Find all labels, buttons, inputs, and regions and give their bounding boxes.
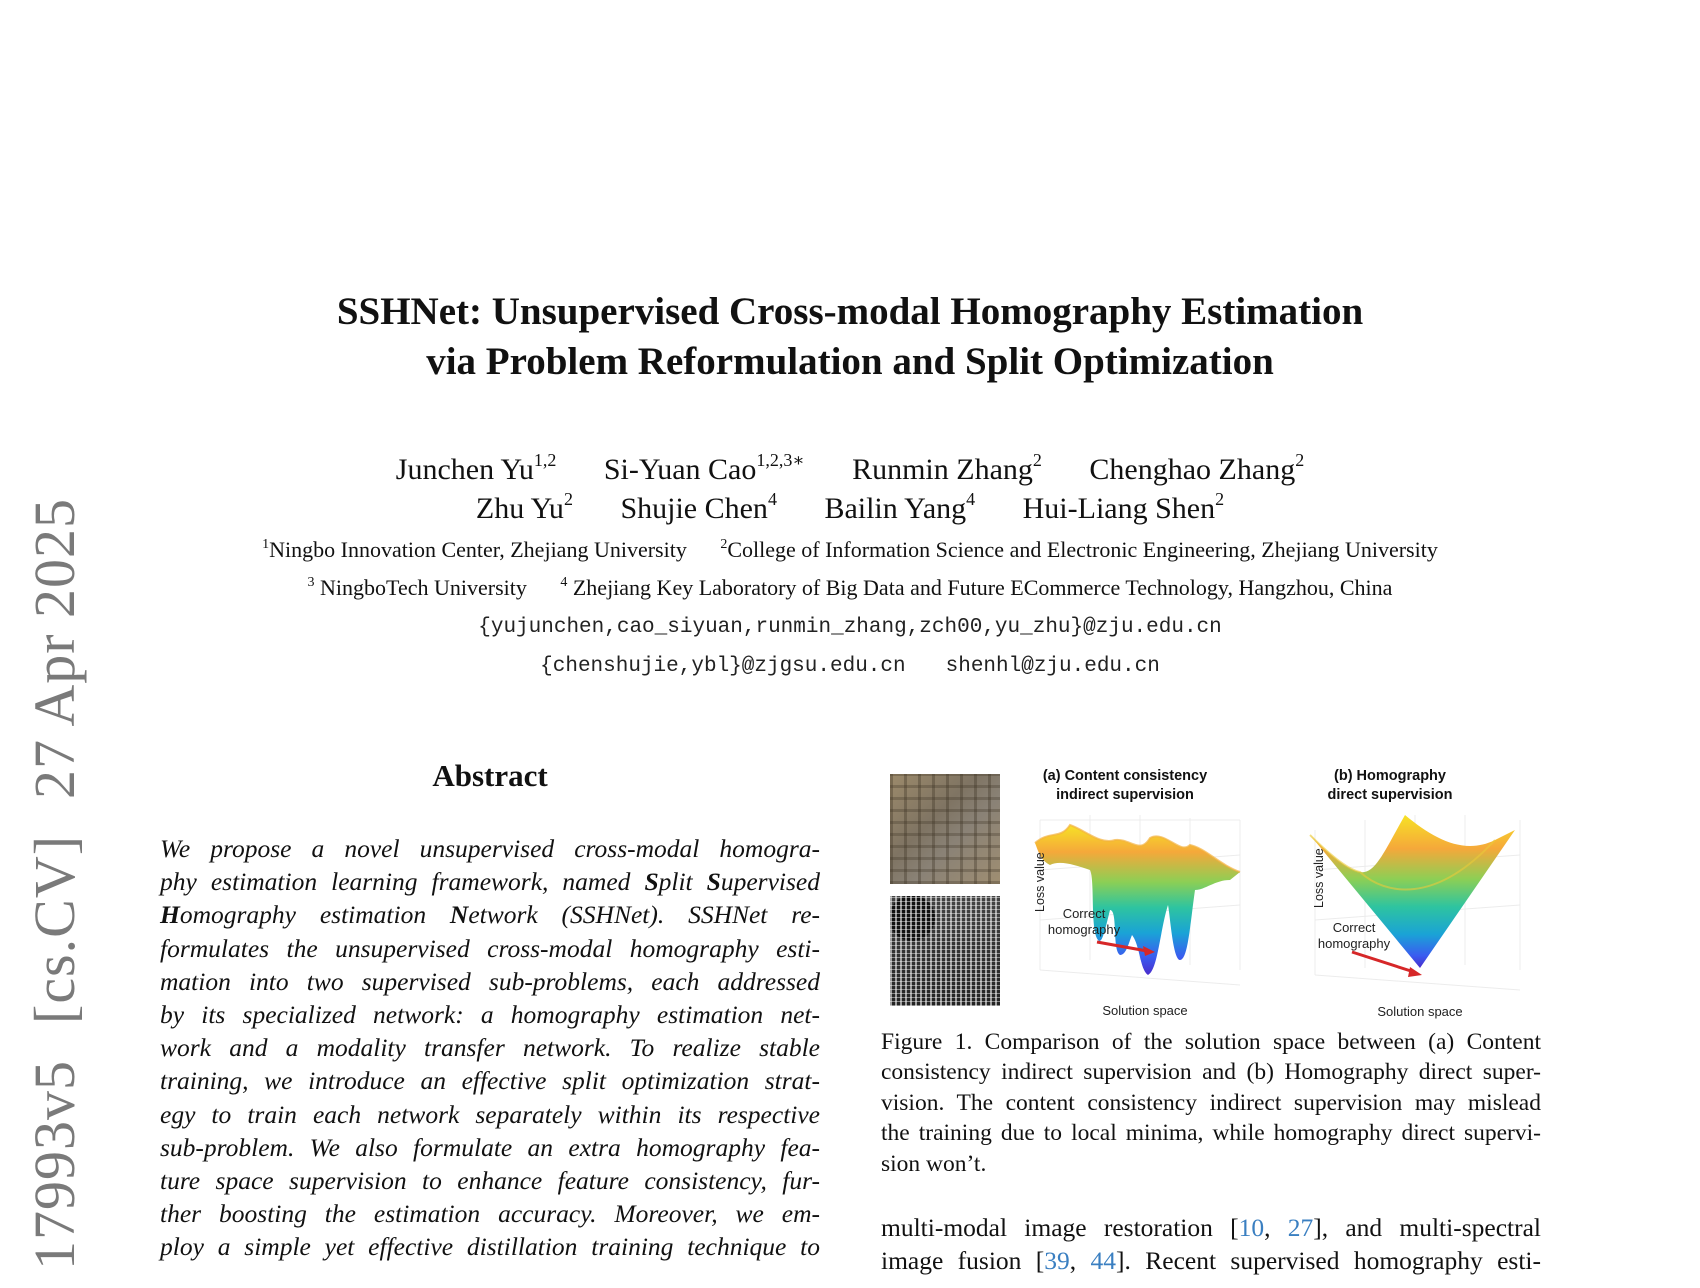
abstract-line: formulates the unsupervised cross-modal homography esti- (160, 933, 820, 963)
affiliation: $^2$College of Information Science and Electronic Engineering, Zhejiang University (720, 537, 1438, 562)
panel-a-annotation: Correct homography (1047, 906, 1121, 937)
panel-b-x-label: Solution space (1377, 1004, 1463, 1019)
author: Si-Yuan Cao$^{1,2,3∗}$ (603, 450, 805, 486)
author: Zhu Yu$^2$ (475, 489, 573, 525)
panel-b-arrow-icon (1350, 950, 1430, 980)
sar-image-thumbnail (890, 896, 1000, 1006)
emails-row-2 (0, 652, 1700, 682)
panel-a-x-label: Solution space (1102, 1003, 1188, 1018)
abstract-line: egy to train each network separately within its respective (160, 1099, 820, 1129)
caption-line: the training due to local minima, while homography direct supervi- (881, 1120, 1541, 1147)
panel-a-arrow-icon (1095, 938, 1165, 958)
affiliations-row-1 (0, 535, 1700, 565)
abstract-line: training, we introduce an effective split optimization strat- (160, 1066, 820, 1096)
citation-link[interactable]: 44 (1090, 1246, 1117, 1275)
arxiv-id: 17993v5 (22, 1060, 87, 1270)
caption-line: consistency indirect supervision and (b) Homography direct super- (881, 1059, 1541, 1086)
arxiv-date: 27 Apr 2025 (22, 497, 87, 799)
abstract-line: We propose a novel unsupervised cross-modal homogra- (160, 834, 820, 863)
arxiv-category: [cs.CV] (22, 834, 87, 1024)
abstract-line: phy estimation learning framework, named Split Supervised (160, 867, 820, 897)
affiliation: $^3$ NingboTech University (307, 575, 527, 600)
optical-image-thumbnail (890, 774, 1000, 884)
abstract-line: Homography estimation Network (SSHNet). SSHNet re- (160, 900, 821, 930)
panel-a-y-label: Loss value (1033, 852, 1047, 912)
caption-line: vision. The content consistency indirect supervision may mislead (881, 1089, 1541, 1116)
abstract-heading: Abstract (432, 758, 548, 793)
citation-link[interactable]: 27 (1287, 1213, 1314, 1242)
email: {chenshujie,ybl}@zjgsu.edu.cn (540, 655, 906, 678)
body-line: image fusion [39, 44]. Recent supervised homography esti- (881, 1246, 1541, 1275)
abstract-line: by its specialized network: a homography estimation net- (160, 999, 820, 1029)
panel-b-annotation: Correct homography (1317, 920, 1391, 951)
author: Junchen Yu$^{1,2}$ (395, 450, 557, 486)
citation-link[interactable]: 39 (1044, 1246, 1070, 1275)
affiliation: $^1$Ningbo Innovation Center, Zhejiang University (262, 537, 687, 562)
authors-row-2 (0, 489, 1700, 528)
abstract-body (160, 832, 820, 1263)
panel-b-y-label: Loss value (1312, 848, 1326, 908)
panel-b-title: (b) Homography direct supervision (1327, 768, 1453, 803)
abstract-line: work and a modality transfer network. To realize stable (160, 1033, 820, 1063)
author: Shujie Chen$^4$ (620, 489, 777, 525)
abstract-line: sub-problem. We also formulate an extra homography fea- (160, 1132, 820, 1162)
affiliations-row-2 (0, 573, 1700, 603)
abstract-line: ploy a simple yet effective distillation training technique to (160, 1232, 820, 1262)
caption-line: sion won’t. (881, 1150, 987, 1177)
abstract-line: mation into two supervised sub-problems, each addressed (160, 966, 820, 996)
emails-row-1: {yujunchen,cao_siyuan,runmin_zhang,zch00,yu_zhu}@zju.edu.cn (478, 616, 1222, 639)
email: shenhl@zju.edu.cn (945, 655, 1160, 678)
affiliation: $^4$ Zhejiang Key Laboratory of Big Data and Future ECommerce Technology, Hangzhou, China (560, 575, 1393, 600)
author: Runmin Zhang$^2$ (852, 450, 1042, 486)
figure-1 (880, 760, 1540, 1030)
paper-title-line-1: SSHNet: Unsupervised Cross-modal Homography Estimation (336, 290, 1364, 333)
abstract-line: ther boosting the estimation accuracy. Moreover, we em- (160, 1199, 820, 1229)
author: Bailin Yang$^4$ (824, 489, 976, 525)
author: Chenghao Zhang$^2$ (1089, 450, 1305, 486)
panel-a-loss-surface (1030, 810, 1260, 1000)
paper-title-line-2: via Problem Reformulation and Split Optimization (426, 340, 1274, 383)
body-text (881, 1211, 1541, 1277)
author: Hui-Liang Shen$^2$ (1022, 489, 1225, 525)
caption-line: Figure 1. Comparison of the solution space between (a) Content (881, 1029, 1541, 1055)
authors-row-1 (0, 450, 1700, 489)
figure-1-caption (881, 1027, 1541, 1179)
body-line: multi-modal image restoration [10, 27], and multi-spectral (881, 1213, 1541, 1242)
citation-link[interactable]: 10 (1238, 1213, 1265, 1242)
abstract-line: ture space supervision to enhance feature consistency, fur- (160, 1165, 820, 1195)
panel-a-title: (a) Content consistency indirect supervision (1042, 768, 1208, 803)
